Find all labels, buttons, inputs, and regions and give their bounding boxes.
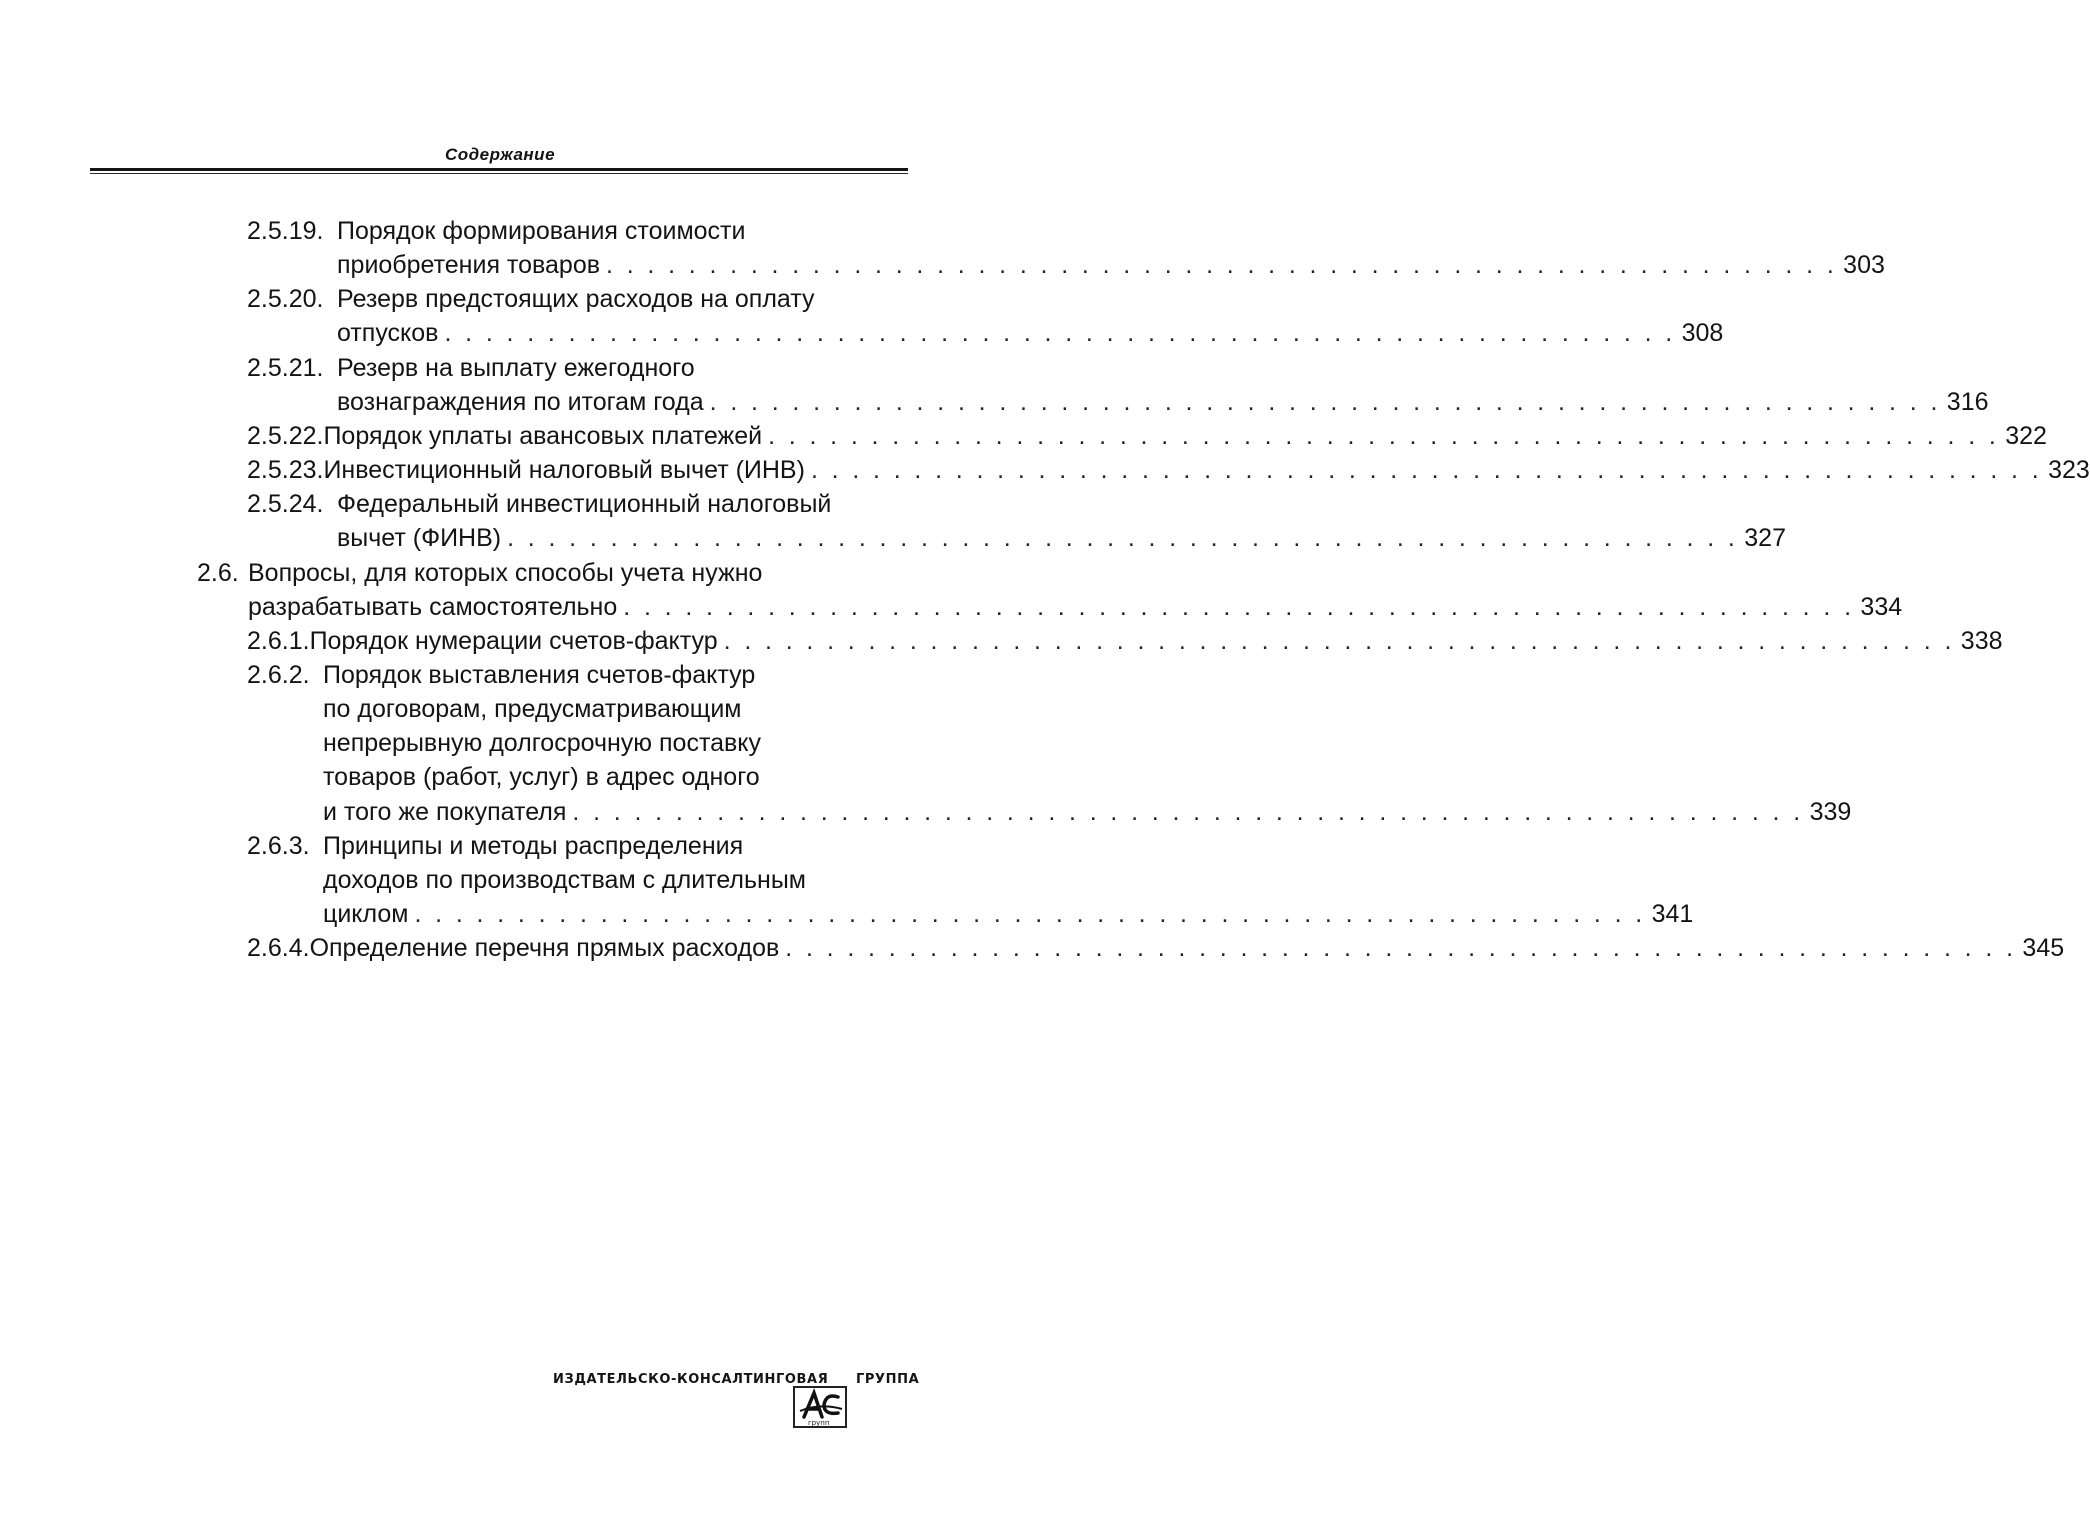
- toc-page-number: 339: [1809, 797, 1852, 826]
- toc-entry-title: товаров (работ, услуг) в адрес одного: [323, 763, 760, 792]
- dot-leader: . . . . . . . . . . . . . . . . . . . . . . . . . . . . . . . . . . . . . . . . . . . . . . . . . . . . . . . . . . . .: [623, 592, 1855, 621]
- toc-entry-title: и того же покупателя: [323, 797, 567, 826]
- dot-leader: . . . . . . . . . . . . . . . . . . . . . . . . . . . . . . . . . . . . . . . . . . . . . . . . . . . . . . . . . . . .: [768, 421, 2000, 450]
- toc-entry-number: 2.6.2.: [247, 660, 310, 689]
- toc-line: [247, 829, 743, 863]
- toc-page-number: 323: [2048, 456, 2090, 485]
- toc-entry-title: Порядок нумерации счетов-фактур: [309, 626, 718, 655]
- toc-entry-title: Принципы и методы распределения: [323, 831, 744, 860]
- toc-entry-title: Федеральный инвестиционный налоговый: [337, 490, 832, 519]
- toc-line: [323, 795, 1852, 829]
- toc-entry-title: вознаграждения по итогам года: [337, 387, 704, 416]
- toc-line: [247, 624, 2003, 658]
- toc-page-number: 303: [1843, 251, 1885, 280]
- toc-entry-title: по договорам, предусматривающим: [323, 695, 742, 724]
- toc-line: [323, 726, 761, 760]
- toc-line: [247, 487, 831, 521]
- toc-entry-title: Порядок формирования стоимости: [337, 217, 746, 245]
- toc-line: [323, 692, 741, 726]
- toc-entry-title: отпусков: [337, 319, 439, 348]
- toc-entry-title: Резерв на выплату ежегодного: [337, 353, 695, 382]
- toc-entry-title: Определение перечня прямых расходов: [309, 934, 780, 963]
- dot-leader: . . . . . . . . . . . . . . . . . . . . . . . . . . . . . . . . . . . . . . . . . . . . . . . . . . . . . . . . . . . .: [785, 934, 2017, 963]
- toc-entry-title: циклом: [323, 900, 409, 928]
- toc-entry-title: приобретения товаров: [337, 251, 601, 280]
- toc-entry-title: Порядок выставления счетов-фактур: [323, 660, 756, 689]
- toc-entry-title: вычет (ФИНВ): [337, 524, 502, 553]
- running-header: Содержание: [444, 145, 556, 164]
- toc-line: [197, 556, 762, 590]
- publisher-logo-icon: [792, 1379, 850, 1431]
- toc-page-number: 334: [1860, 592, 1903, 621]
- publisher-text-left: ИЗДАТЕЛЬСКО-КОНСАЛТИНГОВАЯ: [553, 1372, 829, 1387]
- toc-line: [323, 863, 806, 897]
- toc-line: [337, 385, 1989, 419]
- toc-entry-number: 2.5.24.: [247, 490, 324, 519]
- toc-page-number: 316: [1946, 387, 1989, 416]
- toc-line: [337, 248, 1885, 282]
- toc-entry-number: 2.6.4.: [247, 934, 310, 963]
- dot-leader: . . . . . . . . . . . . . . . . . . . . . . . . . . . . . . . . . . . . . . . . . . . . . . . . . . . . . . . . . . . .: [414, 900, 1646, 928]
- toc-line: [337, 521, 1786, 555]
- toc-entry-title: Резерв предстоящих расходов на оплату: [337, 285, 815, 314]
- dot-leader: . . . . . . . . . . . . . . . . . . . . . . . . . . . . . . . . . . . . . . . . . . . . . . . . . . . . . . . . . . . .: [723, 626, 1955, 655]
- toc-page-number: 327: [1744, 524, 1786, 553]
- toc-page-number: 341: [1651, 900, 1694, 928]
- toc-entry-number: 2.5.21.: [247, 353, 324, 382]
- toc-entry-number: 2.6.3.: [247, 831, 310, 860]
- toc-line: [247, 931, 2065, 965]
- toc-entry-number: 2.5.23.: [247, 456, 324, 485]
- svg-text:групп: групп: [808, 1419, 830, 1427]
- toc-line: [247, 282, 815, 316]
- toc-line: [247, 453, 2090, 487]
- toc-line: [248, 590, 1903, 624]
- toc-line: [247, 419, 2047, 453]
- dot-leader: . . . . . . . . . . . . . . . . . . . . . . . . . . . . . . . . . . . . . . . . . . . . . . . . . . . . . . . . . . . .: [572, 797, 1804, 826]
- toc-entry-title: Инвестиционный налоговый вычет (ИНВ): [323, 456, 805, 485]
- toc-line: [247, 658, 755, 692]
- toc-line: [247, 351, 695, 385]
- toc-entry-title: непрерывную долгосрочную поставку: [323, 729, 762, 758]
- toc-entry-number: 2.6.: [197, 558, 239, 587]
- toc-entry-title: разрабатывать самостоятельно: [248, 592, 618, 621]
- toc-entry-title: доходов по производствам с длительным: [323, 865, 806, 894]
- publisher-text-right: ГРУППА: [856, 1372, 920, 1387]
- toc-entry-title: Вопросы, для которых способы учета нужно: [248, 558, 763, 587]
- toc-entry-number: 2.6.1.: [247, 626, 310, 655]
- toc-page-number: 322: [2005, 421, 2047, 450]
- dot-leader: . . . . . . . . . . . . . . . . . . . . . . . . . . . . . . . . . . . . . . . . . . . . . . . . . . . . . . . . . . . .: [507, 524, 1739, 553]
- toc-entry-title: Порядок уплаты авансовых платежей: [323, 421, 763, 450]
- toc-page-number: 308: [1681, 319, 1724, 348]
- dot-leader: . . . . . . . . . . . . . . . . . . . . . . . . . . . . . . . . . . . . . . . . . . . . . . . . . . . . . . . . . . . .: [444, 319, 1676, 348]
- toc-page-number: 345: [2022, 934, 2065, 963]
- dot-leader: . . . . . . . . . . . . . . . . . . . . . . . . . . . . . . . . . . . . . . . . . . . . . . . . . . . . . . . . . . . .: [810, 456, 2043, 485]
- toc-entry-number: 2.5.19.: [247, 217, 324, 245]
- dot-leader: . . . . . . . . . . . . . . . . . . . . . . . . . . . . . . . . . . . . . . . . . . . . . . . . . . . . . . . . . . . .: [709, 387, 1941, 416]
- dot-leader: . . . . . . . . . . . . . . . . . . . . . . . . . . . . . . . . . . . . . . . . . . . . . . . . . . . . . . . . . . . .: [606, 251, 1838, 280]
- toc-line: [323, 760, 760, 794]
- toc-page-number: 338: [1960, 626, 2003, 655]
- toc-line: [247, 214, 745, 248]
- toc-line: [323, 897, 1694, 931]
- toc-line: [337, 316, 1724, 350]
- toc-entry-number: 2.5.22.: [247, 421, 324, 450]
- toc-entry-number: 2.5.20.: [247, 285, 324, 314]
